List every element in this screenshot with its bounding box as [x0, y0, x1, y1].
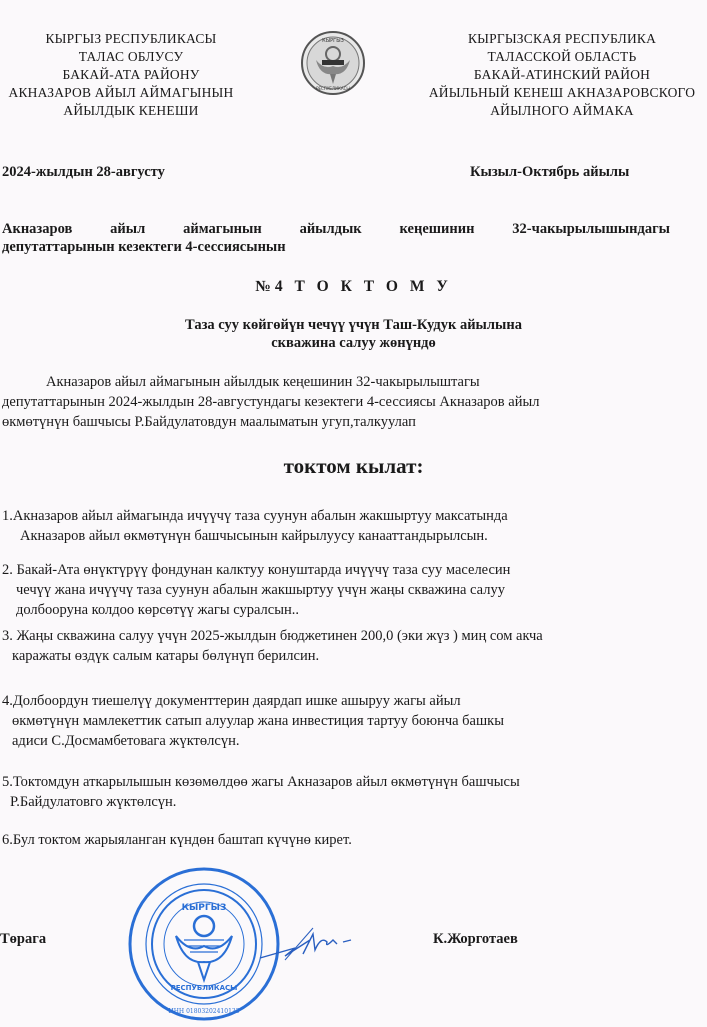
emblem-top-text: КЫРГЫЗ	[322, 38, 344, 44]
intro-line: Акназаров айыл аймагынын айылдык кеңешинин 32-чакырылыштагы	[46, 374, 480, 390]
item-line: Акназаров айыл өкмөтүнүн башчысынын кайрылуусу канааттандырылсын.	[20, 528, 488, 544]
header-left-kyrgyz	[0, 30, 262, 120]
item-line: чечүү жана ичүүчү таза суунун абалын жакшыртуу үчүн жаңы скважина салуу	[16, 582, 505, 598]
item-line: өкмөтүнүн мамлекеттик сатып алуулар жана инвестиция тартуу боюнча башкы	[12, 713, 504, 729]
item-line: 5.Токтомдун аткарылышын көзөмөлдөө жагы Акназаров айыл өкмөтүнүн башчысы	[2, 774, 520, 790]
item-line: 6.Бул токтом жарыяланган күндөн баштап күчүнө кирет.	[2, 832, 352, 848]
header-right-line: ТАЛАССКОЙ ОБЛАСТЬ	[487, 49, 637, 64]
document-number: №4 Т О К Т О М У	[255, 278, 452, 295]
seal-top-text: КЫРГЫЗ	[181, 903, 227, 913]
header-right-line: АЙЫЛЬНЫЙ КЕНЕШ АКНАЗАРОВСКОГО	[428, 85, 696, 100]
item-line: 3. Жаңы скважина салуу үчүн 2025-жылдын бюджетинен 200,0 (эки жүз ) миң сом акча	[2, 628, 543, 644]
header-right-russian	[402, 30, 707, 120]
resolution-item-3	[2, 626, 692, 666]
session-title	[2, 220, 670, 256]
subject-line: скважина салуу жөнүндө	[271, 335, 436, 351]
item-line: каражаты өздүк салым катары бөлүнүп берилсин.	[12, 648, 320, 664]
document-date: 2024-жылдын 28-августу	[2, 164, 165, 180]
resolution-item-4	[2, 691, 692, 751]
resolution-item-2	[2, 560, 692, 620]
intro-line: өкмөтүнүн башчысы Р.Байдулатовдун маалыматын угуп,талкуулап	[2, 414, 416, 430]
document-place: Кызыл-Октябрь айылы	[470, 164, 630, 180]
handwritten-signature	[255, 920, 375, 965]
item-line: адиси С.Досмамбетовага жүктөлсүн.	[12, 733, 240, 749]
item-line: 1.Акназаров айыл аймагында ичүүчү таза суунун абалын жакшыртуу максатында	[2, 508, 508, 524]
header-left-line: БАКАЙ-АТА РАЙОНУ	[62, 67, 200, 82]
document-subject	[0, 316, 707, 352]
item-line: 2. Бакай-Ата өнүктүрүү фондунан калктуу конуштарда ичүүчү таза суу маселесин	[2, 562, 511, 578]
header-right-line: БАКАЙ-АТИНСКИЙ РАЙОН	[473, 67, 651, 82]
session-title-line: депутаттарынын кезектеги 4-сессиясынын	[2, 239, 286, 255]
header-right-line: КЫРГЫЗСКАЯ РЕСПУБЛИКА	[467, 31, 657, 46]
header-left-line: ТАЛАС ОБЛУСУ	[78, 49, 184, 64]
emblem-bottom-text: РЕСПУБЛИКАСЫ	[316, 86, 350, 91]
subject-line: Таза суу көйгөйүн чечүү үчүн Таш-Кудук айылына	[185, 317, 522, 333]
header-left-line: КЫРГЫЗ РЕСПУБЛИКАСЫ	[45, 31, 217, 46]
intro-line: депутаттарынын 2024-жылдын 28-августундагы кезектеги 4-сессиясы Акназаров айыл	[2, 394, 540, 410]
intro-paragraph	[2, 372, 692, 432]
resolution-item-5	[2, 772, 692, 812]
header-right-line: АЙЫЛНОГО АЙМАКА	[490, 103, 634, 118]
item-line: 4.Долбоордун тиешелүү документтерин даярдап ишке ашыруу жагы айыл	[2, 693, 461, 709]
chairman-title: Төрага	[0, 931, 47, 947]
session-title-line: Акназаров айыл аймагынын айылдык кеңешинин 32-чакырылышындагы	[2, 221, 670, 237]
resolution-item-6	[2, 830, 692, 850]
resolution-item-1	[2, 506, 692, 546]
item-line: Р.Байдулатовго жүктөлсүн.	[10, 794, 177, 810]
header-left-line: АКНАЗАРОВ АЙЫЛ АЙМАГЫНЫН	[8, 85, 234, 100]
header-left-line: АЙЫЛДЫК КЕНЕШИ	[63, 103, 199, 118]
seal-inn-text: ИНН 01803202410135	[168, 1008, 240, 1015]
state-emblem-icon	[300, 30, 366, 96]
resolution-heading: токтом кылат:	[283, 454, 424, 478]
chairman-name: К.Жорготаев	[433, 931, 518, 947]
seal-bottom-text: РЕСПУБЛИКАСЫ	[170, 984, 238, 992]
item-line: долбооруна колдоо көрсөтүү жагы суралсын..	[16, 602, 299, 618]
